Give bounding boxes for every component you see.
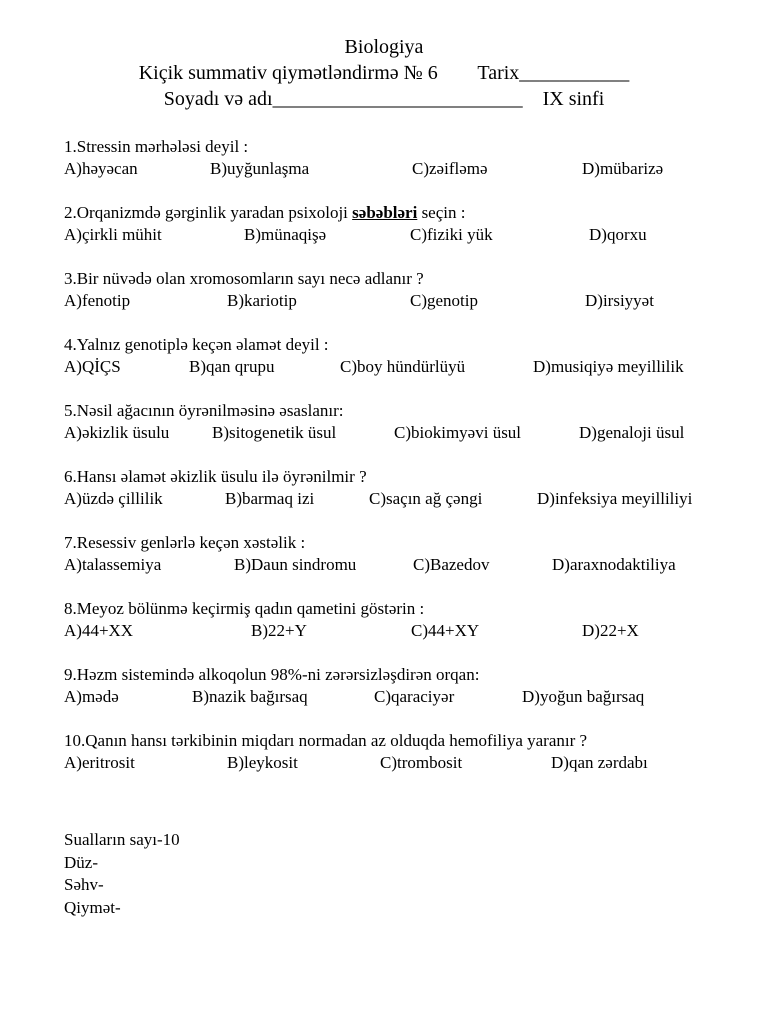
- option-a: A)əkizlik üsulu: [64, 423, 170, 442]
- question-text: 6.Hansı əlamət əkizlik üsulu ilə öyrənilmir ?: [64, 467, 367, 486]
- question-count: Sualların sayı-10: [64, 830, 180, 849]
- option-a: A)QİÇS: [64, 357, 121, 376]
- option-d: D)mübarizə: [582, 159, 664, 178]
- option-b: B)uyğunlaşma: [210, 159, 310, 178]
- question-7: [64, 532, 754, 576]
- option-c: C)44+XY: [411, 621, 480, 640]
- option-c: C)saçın ağ çəngi: [369, 489, 483, 508]
- option-c: C)boy hündürlüyü: [340, 357, 466, 376]
- answer-options: [64, 620, 754, 642]
- option-c: C)zəifləmə: [412, 159, 488, 178]
- option-b: B)Daun sindromu: [234, 555, 357, 574]
- question-1: [64, 136, 754, 180]
- question-text: 7.Resessiv genlərlə keçən xəstəlik :: [64, 533, 306, 552]
- answer-options: [64, 290, 754, 312]
- question-3: [64, 268, 754, 312]
- question-6: [64, 466, 754, 510]
- wrong-count-label: Səhv-: [64, 875, 104, 894]
- answer-options: [64, 554, 754, 576]
- option-d: D)irsiyyət: [585, 291, 654, 310]
- option-b: B)barmaq izi: [225, 489, 315, 508]
- question-list: [64, 136, 754, 796]
- question-9: [64, 664, 754, 708]
- question-text: 1.Stressin mərhələsi deyil :: [64, 137, 249, 156]
- option-d: D)qorxu: [589, 225, 647, 244]
- question-5: [64, 400, 754, 444]
- option-a: A)mədə: [64, 687, 119, 706]
- option-d: D)22+X: [582, 621, 639, 640]
- option-c: C)biokimyəvi üsul: [394, 423, 522, 442]
- assessment-title: Kiçik summativ qiymətləndirmə № 6 Tarix___________: [138, 62, 630, 84]
- answer-options: [64, 752, 754, 774]
- question-text: 2.Orqanizmdə gərginlik yaradan psixoloji səbəbləri seçin :: [64, 203, 466, 222]
- answer-options: [64, 488, 754, 510]
- option-a: A)talassemiya: [64, 555, 162, 574]
- option-c: C)Bazedov: [413, 555, 490, 574]
- option-b: B)kariotip: [227, 291, 297, 310]
- question-text: 5.Nəsil ağacının öyrənilməsinə əsaslanır:: [64, 401, 344, 420]
- question-text: 4.Yalnız genotiplə keçən əlamət deyil :: [64, 335, 329, 354]
- option-c: C)qaraciyər: [374, 687, 455, 706]
- option-a: A)çirkli mühit: [64, 225, 162, 244]
- option-b: B)münaqişə: [244, 225, 327, 244]
- option-b: B)22+Y: [251, 621, 307, 640]
- answer-options: [64, 224, 754, 246]
- question-text: 3.Bir nüvədə olan xromosomların sayı necə adlanır ?: [64, 269, 424, 288]
- option-a: A)44+XX: [64, 621, 134, 640]
- option-c: C)trombosit: [380, 753, 463, 772]
- correct-count-label: Düz-: [64, 852, 98, 872]
- worksheet-header: [0, 34, 768, 112]
- answer-options: [64, 356, 754, 378]
- option-a: A)fenotip: [64, 291, 131, 310]
- option-a: A)həyəcan: [64, 159, 138, 178]
- option-a: A)eritrosit: [64, 753, 135, 772]
- option-d: D)infeksiya meyilliliyi: [537, 489, 693, 508]
- question-text: 8.Meyoz bölünmə keçirmiş qadın qametini göstərin :: [64, 599, 425, 618]
- question-8: [64, 598, 754, 642]
- option-b: B)sitogenetik üsul: [212, 423, 337, 442]
- option-a: A)üzdə çillilik: [64, 489, 163, 508]
- answer-options: [64, 422, 754, 444]
- question-4: [64, 334, 754, 378]
- option-d: D)araxnodaktiliya: [552, 555, 676, 574]
- subject-title: Biologiya: [344, 36, 424, 58]
- option-c: C)fiziki yük: [410, 225, 493, 244]
- question-10: [64, 730, 754, 774]
- emphasized-word: səbəbləri: [352, 203, 418, 222]
- question-text: 9.Həzm sistemində alkoqolun 98%-ni zərərsizləşdirən orqan:: [64, 665, 480, 684]
- score-summary: [64, 829, 180, 919]
- answer-options: [64, 686, 754, 708]
- option-b: B)leykosit: [227, 753, 298, 772]
- option-d: D)musiqiyə meyillilik: [533, 357, 684, 376]
- option-b: B)qan qrupu: [189, 357, 275, 376]
- option-d: D)genaloji üsul: [579, 423, 685, 442]
- option-c: C)genotip: [410, 291, 478, 310]
- answer-options: [64, 158, 754, 180]
- question-text: 10.Qanın hansı tərkibinin miqdarı normadan az olduqda hemofiliya yaranır ?: [64, 731, 588, 750]
- question-2: [64, 202, 754, 246]
- grade-label: Qiymət-: [64, 897, 121, 917]
- option-d: D)qan zərdabı: [551, 753, 648, 772]
- option-b: B)nazik bağırsaq: [192, 687, 308, 706]
- option-d: D)yoğun bağırsaq: [522, 687, 645, 706]
- student-name-line: Soyadı və adı_________________________ IX sinfi: [163, 88, 605, 110]
